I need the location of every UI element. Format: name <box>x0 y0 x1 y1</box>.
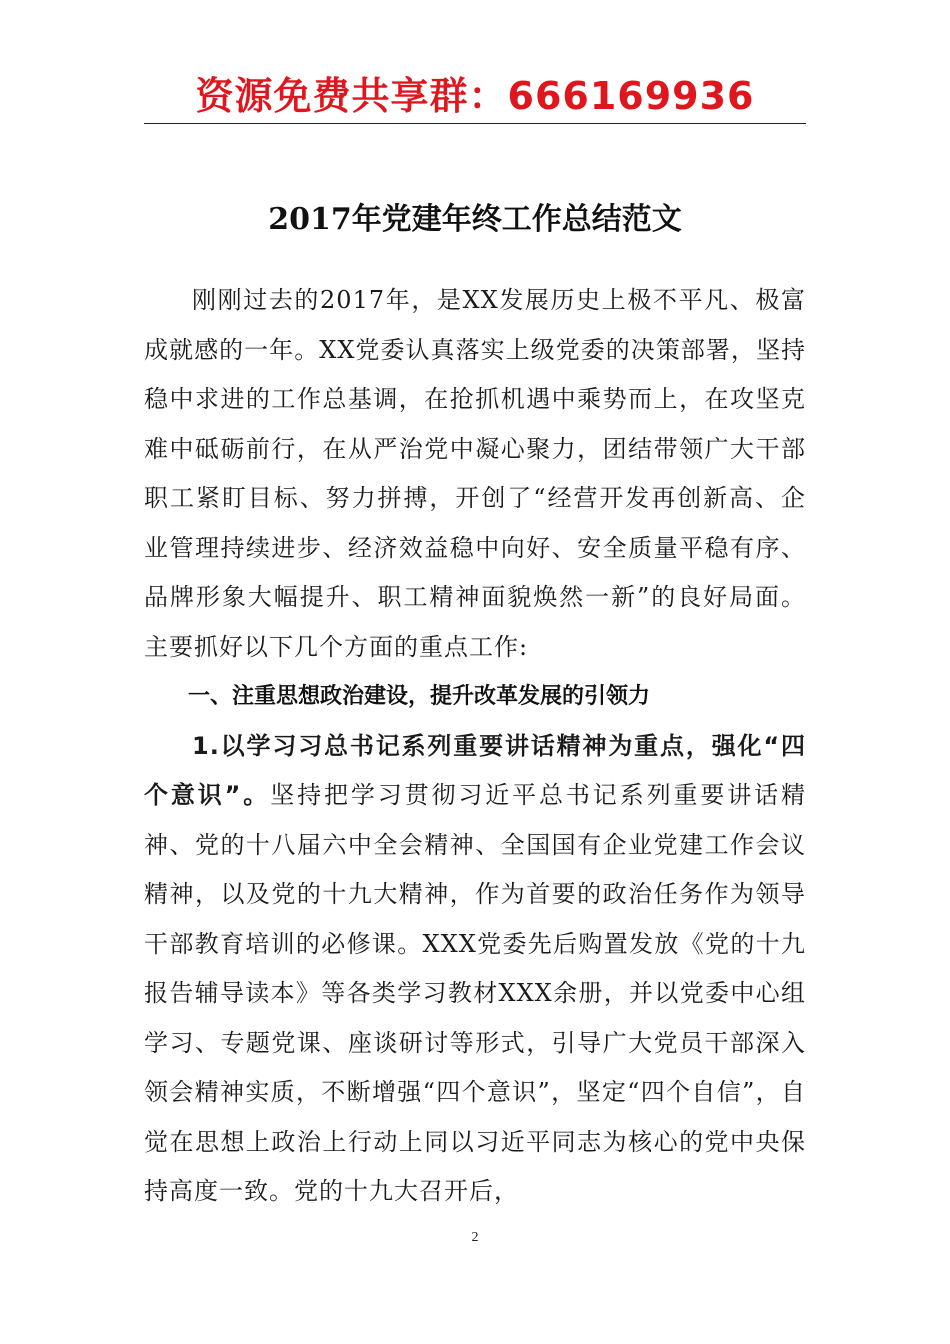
header-divider <box>144 123 806 124</box>
page-number: 2 <box>471 1230 479 1245</box>
watermark-banner: 资源免费共享群：666169936 <box>195 74 755 118</box>
item-1-paragraph <box>144 722 806 1217</box>
section-heading-1: 一、注重思想政治建设，提升改革发展的引领力 <box>188 684 651 709</box>
document-body <box>144 276 806 1217</box>
intro-paragraph: 刚刚过去的2017年，是XX发展历史上极不平凡、极富成就感的一年。XX党委认真落实上级党委的决策部署，坚持稳中求进的工作总基调，在抢抓机遇中乘势而上，在攻坚克难中砥砺前行，在从严治党中凝心聚力，团结带领广大干部职工紧盯目标、努力拼搏，开创了“经营开发再创新高、企业管理持续进步、经济效益稳中向好、安全质量平稳有序、品牌形象大幅提升、职工精神面貌焕然一新”的良好局面。主要抓好以下几个方面的重点工作: <box>144 286 806 661</box>
item-1-lead: 1.以学习习总书记系列重要讲话精神为重点，强化“四个意识”。 <box>144 731 806 809</box>
document-title: 2017年党建年终工作总结范文 <box>268 202 682 238</box>
item-1-body: 坚持把学习贯彻习近平总书记系列重要讲话精神、党的十八届六中全会精神、全国国有企业党建工作会议精神，以及党的十九大精神，作为首要的政治任务作为领导干部教育培训的必修课。XXX党委先后购置发放《党的十九报告辅导读本》等各类学习教材XXX余册，并以党委中心组学习、专题党课、座谈研讨等形式，引导广大党员干部深入领会精神实质，不断增强“四个意识”，坚定“四个自信”，自觉在思想上政治上行动上同以习近平同志为核心的党中央保持高度一致。党的十九大召开后， <box>144 781 806 1205</box>
